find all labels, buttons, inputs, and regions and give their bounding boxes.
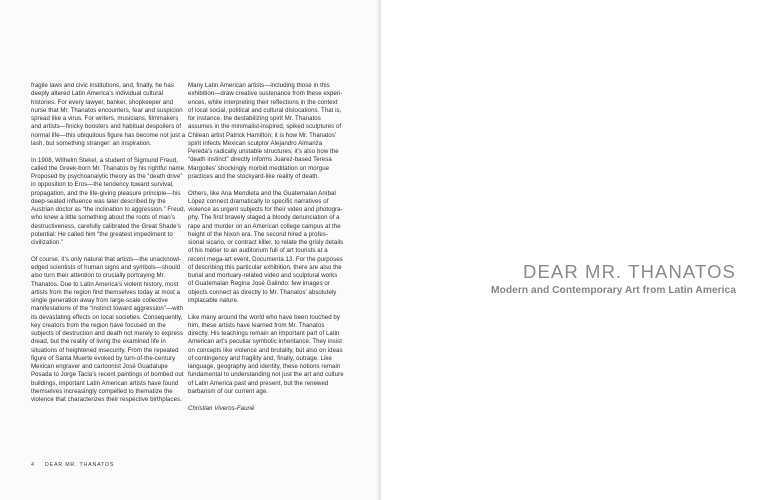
- page-number: 4: [31, 462, 35, 468]
- text-column-2: [188, 82, 344, 422]
- running-head: DEAR MR. THANATOS: [45, 462, 115, 468]
- title-block: [491, 262, 736, 296]
- page-footer: [31, 462, 114, 468]
- right-page: [381, 0, 762, 500]
- paragraph: Others, like Ana Mendieta and the Guatemalan Aníbal López connect dramatically to specific narratives of violence as urgent subjects for their video and photogra-phy. The first bravely staged a bloody denunciation of a rape and murder on an American college campus at the height of the Nixon era. The second hired a profes-sional sicario, or contract killer, to relate the grisly details of his métier to an auditorium full of art tourists at a recent mega-art event, Documenta 13. For the purposes of describing this particular exhibition, there are also the burial and mortuary-related video and sculptural works of Guatemalan Regina José Galindo: few images or objects connect as directly to Mr. Thanatos’ absolutely implacable nature.: [188, 189, 344, 304]
- paragraph: In 1908, Wilhelm Stekel, a student of Sigmund Freud, called the Greek-born Mr. Thanatos by his rightful name. Proposed by psychoanalytic theory as the “death drive” in opposition to Eros—the tendency toward survival, propagation, and the life-giving pleasure principle—his deep-seated influence was later described by the Austrian doctor as “the inclination to aggression.” Freud, who knew a little something about the roots of man’s destructiveness, carefully calibrated the Great Shade’s potential: He called him “the greatest impediment to civilization.”: [31, 156, 186, 247]
- text-column-1: [31, 82, 186, 413]
- book-subtitle: Modern and Contemporary Art from Latin America: [491, 285, 736, 296]
- author-signature: Christian Viveros-Fauné: [188, 404, 255, 412]
- paragraph: Like many around the world who have been touched by him, these artists have learned from Mr. Thanatos directly. His teachings remain an important part of Latin American art’s peculiar symbolic inheritance. They insist on concepts like violence and brutality, but also on ideas of contingency and fragility and, finally, outrage. Like language, geography and identity, these notions remain fundamental to understanding not just the art and culture of Latin America past and present, but the renewed barbarism of our current age.: [188, 313, 344, 395]
- paragraph: Of course, it’s only natural that artists—the unacknowl-edged scientists of human signs and symbols—should also turn their attention to crucially portraying Mr. Thanatos. Due to Latin America’s violent history, most artists from the region find themselves today at most a single generation away from large-scale collective manifestations of the “instinct toward aggression”—with its devastating effects on local societies. Consequently, key creators from the region have focused on the subjects of destruction and death not merely to express dread, but the reality of living the examined life in situations of heightened insecurity. From the repeated figure of Santa Muerte evoked by turn-of-the-century Mexican engraver and cartoonist José Guadalupe Posada to Jorge Tacla’s recent paintings of bombed out buildings, important Latin American artists have found themselves increasingly compelled to thematize the violence that characterizes their respective birthplaces.: [31, 255, 184, 404]
- book-title: DEAR MR. THANATOS: [523, 261, 736, 282]
- paragraph: Many Latin American artists—including those in this exhibition—draw creative sustenance from these experi-ences, while interpreting their reflections in the context of local social, political and cultural dislocations. That is, for instance, the destabilizing spirit Mr. Thanatos assumes in the minimalist-inspired, spiked sculptures of Chilean artist Patrick Hamilton; it is how Mr. Thanatos’ spirit infects Mexican sculptor Alejandro Almanza Pereda’s radically unstable structures; it’s also how the “death instinct” directly informs Juarez-based Teresa Margolles’ shockingly morbid meditation on morgue practices and the stockyard-like reality of death.: [188, 82, 343, 180]
- paragraph: fragile laws and civic institutions, and, finally, he has deeply altered Latin America’s individual cultural histories. For every lawyer, banker, shopkeeper and nurse that Mr. Thanatos encounters, fear and suspicion spread like a virus. For writers, musicians, filmmakers and artists—finicky boosters and habitual despoilers of normal life—this ubiquitous figure has become not just a lash, but something stranger: an inspiration.: [31, 82, 186, 147]
